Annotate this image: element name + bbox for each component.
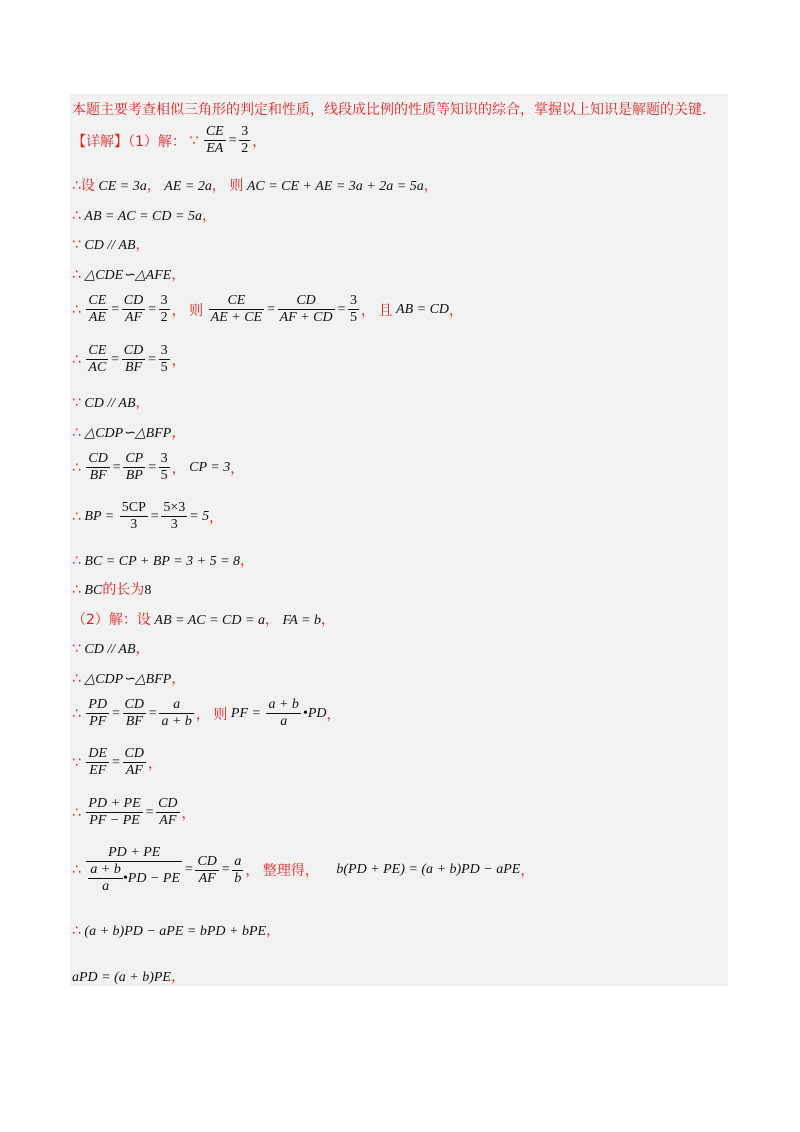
step-ab-ac-cd: ∴ AB = AC = CD = 5a， — [72, 208, 216, 224]
step-ratio-3: ∴ $\frac{CD}{BF}$ = $\frac{CP}{BP}$ = $\frac{3}{5}$ ， CP = 3， — [72, 451, 245, 483]
fraction-ce-ea: $\frac{CE}{EA}$ — [205, 124, 224, 156]
part2-ratio-4: ∴ PD + PE $\frac{a + b}{a}$ •PD − PE = $\frac{CD}{AF}$ = $\frac{a}{b}$ ， 整理得， b(PD + PE) = (a + b)PD − aPE， — [72, 845, 535, 894]
fraction-3-2: $\frac{3}{2}$ — [241, 124, 249, 156]
therefore-symbol: ∴ — [72, 178, 81, 194]
nested-fraction: PD + PE $\frac{a + b}{a}$ •PD − PE — [86, 845, 182, 895]
part2-similar: ∴ △CDP∽△BFP， — [72, 671, 186, 687]
part2-parallel: ∵ CD // AB， — [72, 641, 150, 657]
intro-text: 本题主要考查相似三角形的判定和性质，线段成比例的性质等知识的综合，掌握以上知识是解题的关键． — [72, 102, 716, 118]
step-parallel-1: ∵ CD // AB， — [72, 237, 150, 253]
step-similar-2: ∴ △CDP∽△BFP， — [72, 425, 186, 441]
step-bc-result: ∴ BC的长为8 — [72, 582, 152, 598]
step-bc: ∴ BC = CP + BP = 3 + 5 = 8， — [72, 553, 255, 569]
part2-ratio-3: ∴ $\frac{PD + PE}{PF - PE}$ = $\frac{CD}{AF}$ ， — [72, 796, 196, 828]
part2-expand: ∴ (a + b)PD − aPE = bPD + bPE， — [72, 923, 281, 939]
step-set: ∴设 CE = 3a， AE = 2a， 则 AC = CE + AE = 3a + 2a = 5a， — [72, 178, 438, 194]
step-parallel-2: ∵ CD // AB， — [72, 395, 150, 411]
detail-line: 【详解】（1）解： ∵ $\frac{CE}{EA}$ = $\frac{3}{2}$ ， — [72, 124, 267, 156]
step-ratio-1: ∴ $\frac{CE}{AE}$ = $\frac{CD}{AF}$ = $\frac{3}{2}$ ， 则 $\frac{CE}{AE + CE}$ = $\frac{CD}{AF + CD}$ = $\frac{3}{5}$ ， 且 AB = CD， — [72, 293, 464, 325]
part2-ratio-2: ∵ $\frac{DE}{EF}$ = $\frac{CD}{AF}$ ， — [72, 746, 162, 778]
part2-ratio-1: ∴ $\frac{PD}{PF}$ = $\frac{CD}{BF}$ = $\frac{a}{a + b}$ ， 则 PF = $\frac{a + b}{a}$ •PD， — [72, 697, 341, 729]
step-ratio-2: ∴ $\frac{CE}{AC}$ = $\frac{CD}{BF}$ = $\frac{3}{5}$ ， — [72, 343, 186, 375]
part2-setup: （2）解：设 AB = AC = CD = a， FA = b， — [72, 612, 335, 628]
step-bp: ∴ BP = $\frac{5CP}{3}$ = $\frac{5\times 3}{3}$ = 5， — [72, 500, 224, 532]
part2-simplify: aPD = (a + b)PE， — [72, 969, 185, 985]
step-similar-1: ∴ △CDE∽△AFE， — [72, 267, 186, 283]
detail-tag: 【详解】（1）解： — [72, 133, 186, 150]
because-symbol: ∵ — [189, 132, 199, 149]
